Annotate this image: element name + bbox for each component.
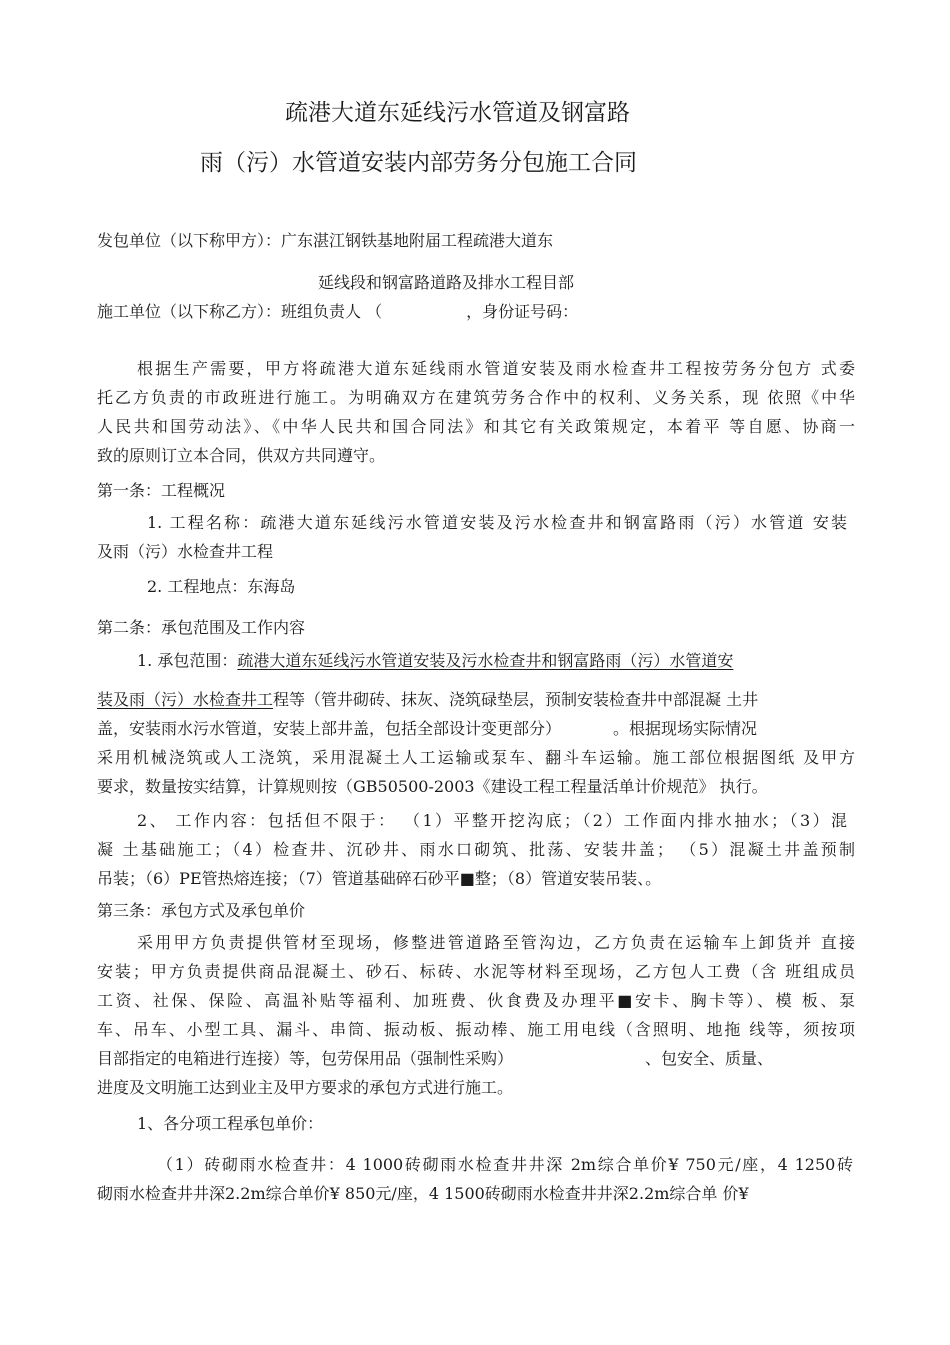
- scope-text-b: 。根据现场实际情况: [613, 719, 758, 738]
- scope-line-3: [97, 718, 757, 740]
- article-3-para-line-2: 安装；甲方负责提供商品混凝土、砂石、标砖、水泥等材料至现场，乙方包人工费（含 班组成员: [97, 962, 855, 981]
- preamble-line-4: 致的原则订立本合同，供双方共同遵守。: [97, 446, 386, 465]
- article-3-heading: 第三条：承包方式及承包单价: [97, 901, 306, 920]
- article-1-heading: 第一条：工程概况: [97, 481, 226, 500]
- article-3-para-text-b: 、包安全、质量、: [645, 1049, 774, 1068]
- contractor-id-label: ，身份证号码：: [466, 302, 579, 321]
- unit-price-line-1: （1）砖砌雨水检查井：4 1000砖砌雨水检查井井深 2m综合单价¥ 750元/座，4 1250砖: [157, 1155, 853, 1174]
- contractor-label: 施工单位（以下称乙方）：班组负责人 （: [97, 302, 383, 321]
- unit-price-heading: 1、各分项工程承包单价：: [137, 1114, 324, 1133]
- scope-label: 1. 承包范围：: [137, 651, 238, 670]
- article-2-heading: 第二条：承包范围及工作内容: [97, 618, 306, 637]
- article-3-para-line-4: 车、吊车、小型工具、漏斗、串筒、振动板、振动棒、施工用电线（含照明、地拖 线等，须按项: [97, 1020, 855, 1039]
- article-3-para-line-3: 工资、社保、保险、高温补贴等福利、加班费、伙食费及办理平■安卡、胸卡等）、模 板、泵: [97, 991, 855, 1010]
- scope-line-5: 要求，数量按实结算，计算规则按（GB50500-2003《建设工程工程量活单计价规范》 执行。: [97, 777, 768, 796]
- article-1-item-1: 1. 工程名称：疏港大道东延线污水管道安装及污水检查井和钢富路雨（污）水管道 安装: [147, 513, 847, 532]
- title-line-2: 雨（污）水管道安装内部劳务分包施工合同: [200, 150, 637, 176]
- article-3-para-line-6: 进度及文明施工达到业主及甲方要求的承包方式进行施工。: [97, 1078, 514, 1097]
- preamble-line-1: 根据生产需要，甲方将疏港大道东延线雨水管道安装及雨水检查井工程按劳务分包方 式委: [137, 359, 855, 378]
- work-content-line-2: 凝 土基础施工；（4）检查井、沉砂井、雨水口砌筑、批荡、安装井盖； （5）混凝土井盖预制: [97, 840, 855, 859]
- article-3-para-line-5: [97, 1048, 773, 1070]
- article-1-item-2: 2. 工程地点：东海岛: [147, 577, 296, 596]
- article-3-para-line-1: 采用甲方负责提供管材至现场，修整进管道路至管沟边，乙方负责在运输车上卸货并 直接: [137, 933, 855, 952]
- work-content-line-3: 吊装；（6）PE管热熔连接；（7）管道基础碎石砂平■整；（8）管道安装吊装、。: [97, 869, 662, 888]
- work-content-line-1: 2、 工作内容：包括但不限于： （1）平整开挖沟底；（2）工作面内排水抽水；（3）混: [137, 811, 847, 830]
- title-line-1: 疏港大道东延线污水管道及钢富路: [285, 100, 630, 126]
- preamble-line-3: 人民共和国劳动法》、《中华人民共和国合同法》和其它有关政策规定，本着平 等自愿、协商一: [97, 417, 855, 436]
- contractor-line: [97, 301, 578, 323]
- employer-line-1: 发包单位（以下称甲方）：广东湛江钢铁基地附届工程疏港大道东: [97, 231, 554, 250]
- scope-underlined-text: 疏港大道东延线污水管道安装及污水检查井和钢富路雨（污）水管道安: [237, 651, 734, 670]
- scope-line-2: [97, 689, 758, 711]
- scope-text-a: 盖，安装雨水污水管道，安装上部井盖，包括全部设计变更部分）: [97, 719, 554, 738]
- scope-text: 程等（管井砌砖、抹灰、浇筑碌垫层，预制安装检查井中部混凝 土井: [273, 690, 759, 709]
- scope-underlined-text-2: 装及雨（污）水检查井工: [97, 690, 274, 709]
- unit-price-line-2: 砌雨水检查井井深2.2m综合单价¥ 850元/座，4 1500砖砌雨水检查井井深2.2m综合单 价¥: [97, 1184, 749, 1203]
- scope-line-4: 采用机械浇筑或人工浇筑，采用混凝土人工运输或泵车、翻斗车运输。施工部位根据图纸 及甲方: [97, 748, 855, 767]
- employer-line-2: 延线段和钢富路道路及排水工程目部: [318, 273, 575, 292]
- preamble-line-2: 托乙方负责的市政班进行施工。为明确双方在建筑劳务合作中的权利、义务关系，现 依照《中华: [97, 388, 855, 407]
- article-1-item-1-cont: 及雨（污）水检查井工程: [97, 542, 274, 561]
- article-3-para-text-a: 目部指定的电箱进行连接）等，包劳保用品（强制性采购）: [97, 1049, 506, 1068]
- scope-line-1: [137, 650, 733, 672]
